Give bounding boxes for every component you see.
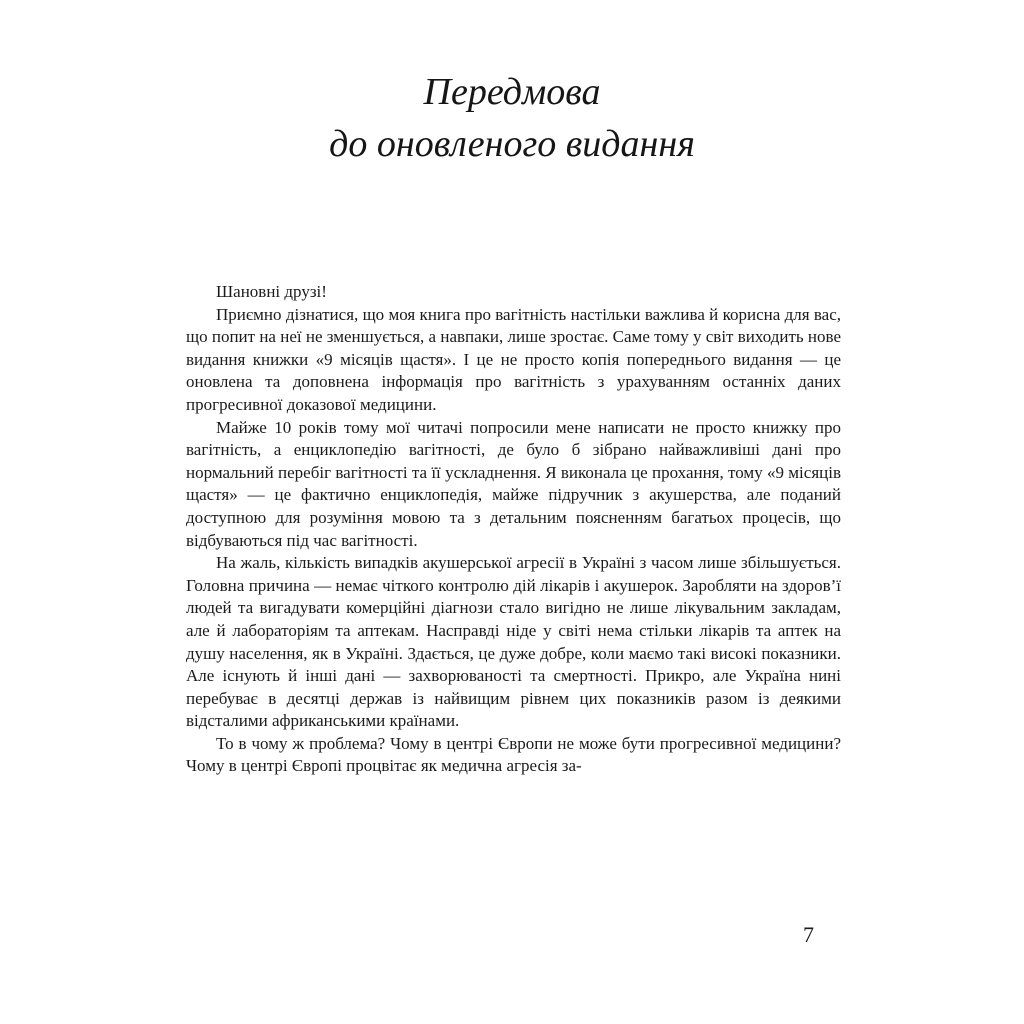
page-number: 7	[803, 922, 814, 947]
body-paragraph: Майже 10 років тому мої читачі попросили мене написати не просто книжку про вагітність, а енциклопедію вагітності, де було б зібрано найважливіші дані про нормальний перебіг вагітності та її ускладнення. Я виконала це прохання, тому «9 місяців щастя» — це фактично енциклопедія, майже підручник з акушерства, але поданий доступною для розуміння мовою та з детальним поясненням багатьох процесів, що відбуваються під час вагітності.	[186, 417, 841, 550]
body-paragraph: На жаль, кількість випадків акушерської агресії в Україні з часом лише збільшується. Головна причина — немає чіткого контролю дій лікарів і акушерок. Заробляти на здоров’ї людей та вигадувати комерційні діагнози стало вигідно не лише лікувальним закладам, але й лабораторіям та аптекам. Насправді ніде у світі нема стільки лікарів та аптек на душу населення, як в Україні. Здається, це дуже добре, коли маємо такі високі показники. Але існують й інші дані — захворюваності та смертності. Прикро, але Україна нині перебуває в десятці держав із найвищим рівнем цих показників разом із деякими відсталими африканськими країнами.	[186, 553, 841, 731]
body-paragraph: Шановні друзі!	[216, 282, 327, 301]
chapter-title-line-1: Передмова	[423, 71, 601, 113]
chapter-title-line-2: до оновленого видання	[329, 123, 695, 165]
chapter-title	[0, 66, 1024, 170]
body-paragraph: Приємно дізнатися, що моя книга про вагітність настільки важлива й корисна для вас, що попит на неї не зменшується, а навпаки, лише зростає. Саме тому у світ виходить нове видання книжки «9 місяців щастя». І це не просто копія попереднього видання — це оновлена та доповнена інформація про вагітність з урахуванням останніх даних прогресивної доказової медицини.	[186, 304, 841, 414]
body-paragraph: То в чому ж проблема? Чому в центрі Європи не може бути прогресивної медицини? Чому в центрі Європі процвітає як медична агресія за-	[186, 733, 841, 776]
body-text-block	[186, 281, 841, 778]
